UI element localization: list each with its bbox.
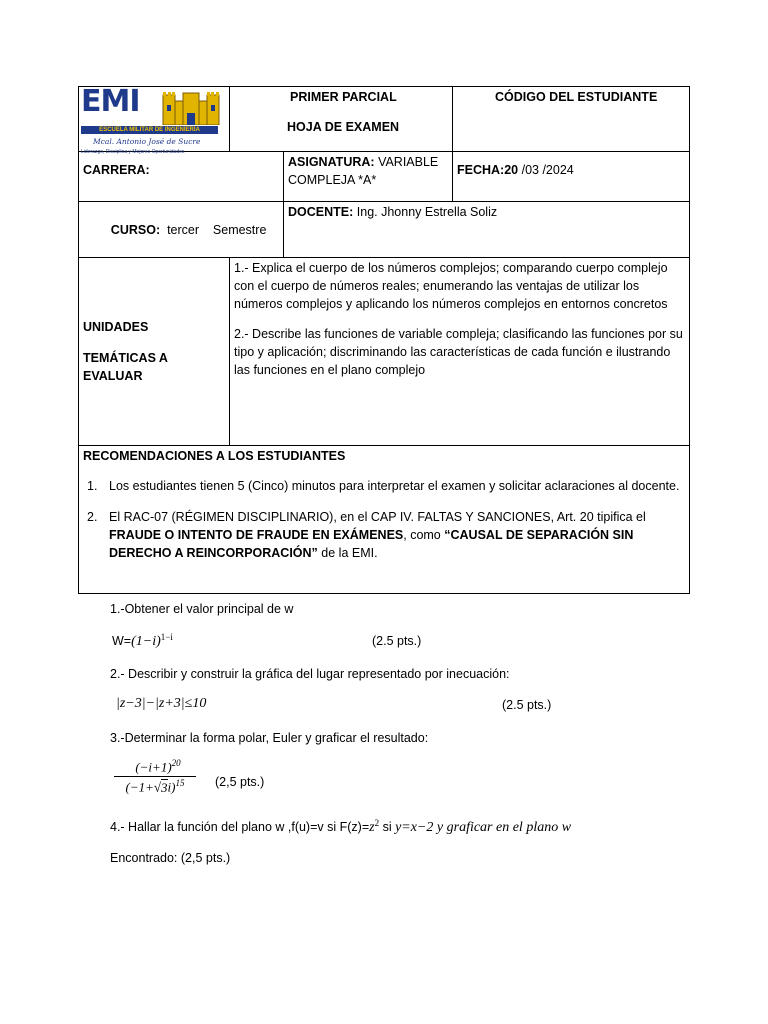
asignatura-value-2: COMPLEJA *A* bbox=[288, 173, 377, 187]
logo-cell bbox=[79, 84, 230, 155]
q1-exponent: 1−i bbox=[160, 632, 173, 642]
fecha-label: FECHA:20 bbox=[457, 163, 519, 177]
list-number: 1. bbox=[87, 479, 98, 493]
primer-parcial-label: PRIMER PARCIAL bbox=[290, 90, 397, 104]
asignatura-cell bbox=[284, 152, 453, 202]
q3-denominator bbox=[114, 778, 196, 795]
q3-numerator bbox=[114, 758, 196, 775]
logo-signature: Mcal. Antonio José de Sucre bbox=[93, 137, 201, 146]
title-cell bbox=[230, 87, 453, 152]
logo-band: ESCUELA MILITAR DE INGENIERÍA bbox=[81, 126, 218, 134]
question-4-text bbox=[110, 818, 571, 836]
question-2-formula: |z−3|−|z+3|≤10 bbox=[116, 696, 207, 711]
q3-den-b: i) bbox=[167, 779, 176, 795]
docente-cell bbox=[284, 202, 690, 258]
q4-si: si bbox=[379, 820, 396, 835]
list-item bbox=[79, 508, 683, 562]
logo-motto: Liderazgo, Disciplina y Mejores Oportunidades bbox=[81, 149, 185, 155]
q3-den-a: (−1+ bbox=[125, 779, 154, 795]
q1-base: (1−i) bbox=[131, 634, 161, 650]
unidades-cell bbox=[79, 258, 230, 446]
carrera-label: CARRERA: bbox=[83, 163, 150, 177]
q3-den-exp: 15 bbox=[175, 778, 185, 789]
question-1-points: (2.5 pts.) bbox=[372, 634, 422, 648]
codigo-estudiante-label: CÓDIGO DEL ESTUDIANTE bbox=[495, 90, 658, 104]
emi-logo bbox=[81, 84, 231, 155]
rec-1-text: Los estudiantes tienen 5 (Cinco) minutos para interpretar el examen y solicitar aclaraciones al docente. bbox=[109, 479, 680, 493]
castle-icon bbox=[161, 91, 221, 125]
q3-num-exp: 20 bbox=[171, 758, 181, 768]
q3-den-sqrt: 3 bbox=[161, 779, 168, 795]
question-3-text: 3.-Determinar la forma polar, Euler y graficar el resultado: bbox=[110, 731, 429, 745]
logo-text: EMI bbox=[81, 84, 140, 119]
question-3-points: (2,5 pts.) bbox=[215, 775, 265, 789]
fecha-value: /03 /2024 bbox=[521, 163, 574, 177]
docente-label: DOCENTE: bbox=[288, 205, 354, 219]
curso-cell bbox=[79, 202, 284, 258]
q4-exp: 2 bbox=[374, 818, 380, 828]
docente-value: Ing. Jhonny Estrella Soliz bbox=[356, 205, 498, 219]
unidad-2-text: 2.- Describe las funciones de variable compleja; clasificando las funciones por su tipo y aplicación; discriminando las características de cada función e ilustrando las funciones en el plano complejo bbox=[234, 327, 683, 377]
unidad-1-text: 1.- Explica el cuerpo de los números complejos; comparando cuerpo complejo con el cuerpo de números reales; enumerando las ventajas de utilizar los números complejos y aplicando los números complejos en entornos concretos bbox=[234, 261, 668, 311]
list-item bbox=[79, 477, 683, 495]
curso-value: tercer Semestre bbox=[167, 223, 267, 237]
list-number: 2. bbox=[87, 510, 98, 524]
question-4-extra: Encontrado: (2,5 pts.) bbox=[110, 851, 231, 865]
q4-formula: y=x−2 y graficar en el plano w bbox=[395, 820, 572, 836]
q4-text: 4.- Hallar la función del plano w ,f(u)=v si F(z)= bbox=[110, 820, 370, 835]
rec-2-text-a: El RAC-07 (RÉGIMEN DISCIPLINARIO), en el CAP IV. FALTAS Y SANCIONES, Art. 20 tipifica el bbox=[109, 510, 646, 524]
question-2-text: 2.- Describir y construir la gráfica del lugar representado por inecuación: bbox=[110, 667, 510, 681]
unidades-content-cell bbox=[230, 258, 690, 446]
asignatura-value-1: VARIABLE bbox=[378, 155, 439, 169]
q1-prefix: W= bbox=[112, 634, 132, 649]
q4-z: z bbox=[369, 820, 375, 836]
hoja-examen-label: HOJA DE EXAMEN bbox=[287, 120, 400, 134]
recomendaciones-title: RECOMENDACIONES A LOS ESTUDIANTES bbox=[83, 449, 346, 463]
codigo-cell bbox=[453, 87, 690, 152]
sqrt-symbol: √ bbox=[153, 779, 162, 795]
unidades-label: UNIDADES bbox=[83, 320, 149, 334]
q3-num-base: (−i+1) bbox=[135, 759, 172, 775]
rec-2-text-b: FRAUDE O INTENTO DE FRAUDE EN EXÁMENES bbox=[109, 528, 404, 542]
recomendaciones-list bbox=[79, 477, 689, 562]
asignatura-label: ASIGNATURA: bbox=[288, 155, 375, 169]
question-1-formula bbox=[112, 632, 173, 650]
recomendaciones-cell bbox=[79, 446, 690, 594]
fraction-bar bbox=[114, 776, 196, 777]
question-1-text: 1.-Obtener el valor principal de w bbox=[110, 602, 294, 616]
exam-header-table bbox=[78, 86, 690, 594]
tematicas-label: TEMÁTICAS A EVALUAR bbox=[83, 351, 168, 383]
curso-label: CURSO: bbox=[110, 223, 161, 237]
rec-2-text-c: , como bbox=[403, 528, 445, 542]
rec-2-text-d: “CAUSAL DE SEPARACIÓN SIN DERECHO A REINCORPORACIÓN” bbox=[109, 528, 634, 560]
question-3-fraction bbox=[114, 758, 196, 796]
fecha-cell bbox=[453, 152, 690, 202]
rec-2-text-e: de la EMI. bbox=[317, 546, 378, 560]
question-2-points: (2.5 pts.) bbox=[502, 698, 552, 712]
